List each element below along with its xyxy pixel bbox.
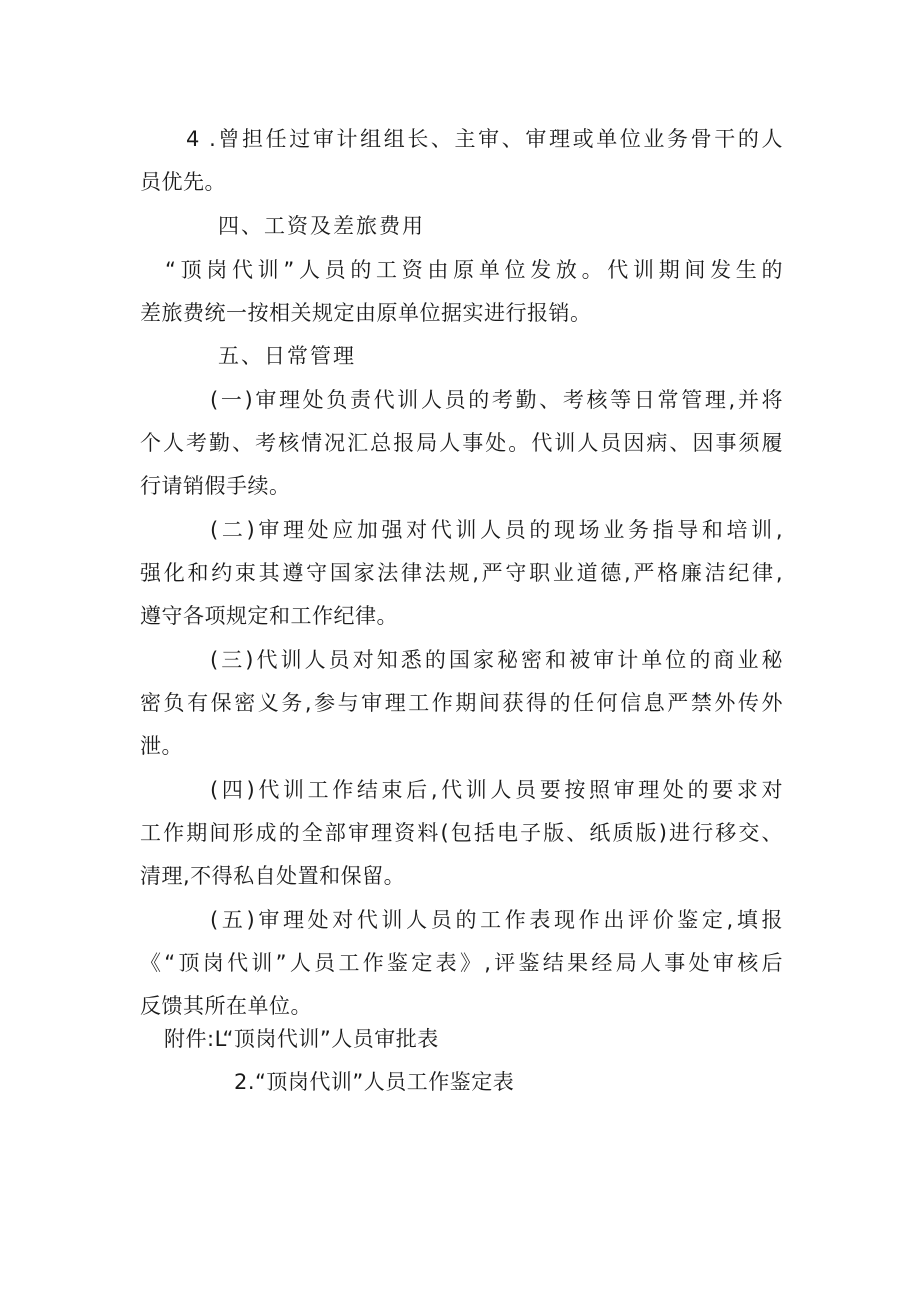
- paragraph-line: 《“顶岗代训”人员工作鉴定表》,评鉴结果经局人事处审核后: [140, 951, 783, 975]
- paragraph-line: 遵守各项规定和工作纪律。: [140, 604, 398, 628]
- paragraph-line: 清理,不得私自处置和保留。: [140, 864, 406, 888]
- paragraph-line: 4 .曾担任过审计组组长、主审、审理或单位业务骨干的人: [186, 127, 783, 151]
- paragraph-line: 工作期间形成的全部审理资料(包括电子版、纸质版)进行移交、: [140, 821, 783, 845]
- paragraph-line: “顶岗代训”人员的工资由原单位发放。代训期间发生的: [165, 258, 783, 282]
- paragraph-line: 差旅费统一按相关规定由原单位据实进行报销。: [140, 301, 592, 325]
- paragraph-line: 反馈其所在单位。: [140, 994, 312, 1018]
- paragraph-line: 员优先。: [140, 170, 226, 194]
- paragraph-line: 行请销假手续。: [140, 474, 291, 498]
- paragraph-line: (一)审理处负责代训人员的考勤、考核等日常管理,并将: [210, 388, 783, 412]
- paragraph-line: (二)审理处应加强对代训人员的现场业务指导和培训,: [210, 518, 783, 542]
- paragraph-line: (三)代训人员对知悉的国家秘密和被审计单位的商业秘: [210, 648, 783, 672]
- paragraph-line: 强化和约束其遵守国家法律法规,严守职业道德,严格廉洁纪律,: [140, 561, 783, 585]
- paragraph-line: 泄。: [140, 734, 183, 758]
- paragraph-line: 个人考勤、考核情况汇总报局人事处。代训人员因病、因事须履: [140, 431, 783, 455]
- paragraph-line: 密负有保密义务,参与审理工作期间获得的任何信息严禁外传外: [140, 691, 783, 715]
- paragraph-line: (四)代训工作结束后,代训人员要按照审理处的要求对: [210, 778, 783, 802]
- section-heading: 五、日常管理: [218, 344, 356, 368]
- attachment-line: 附件:L“顶岗代训”人员审批表: [164, 1027, 439, 1051]
- attachment-line: 2.“顶岗代训”人员工作鉴定表: [234, 1070, 515, 1094]
- paragraph-line: (五)审理处对代训人员的工作表现作出评价鉴定,填报: [210, 908, 783, 932]
- section-heading: 四、工资及差旅费用: [218, 214, 425, 238]
